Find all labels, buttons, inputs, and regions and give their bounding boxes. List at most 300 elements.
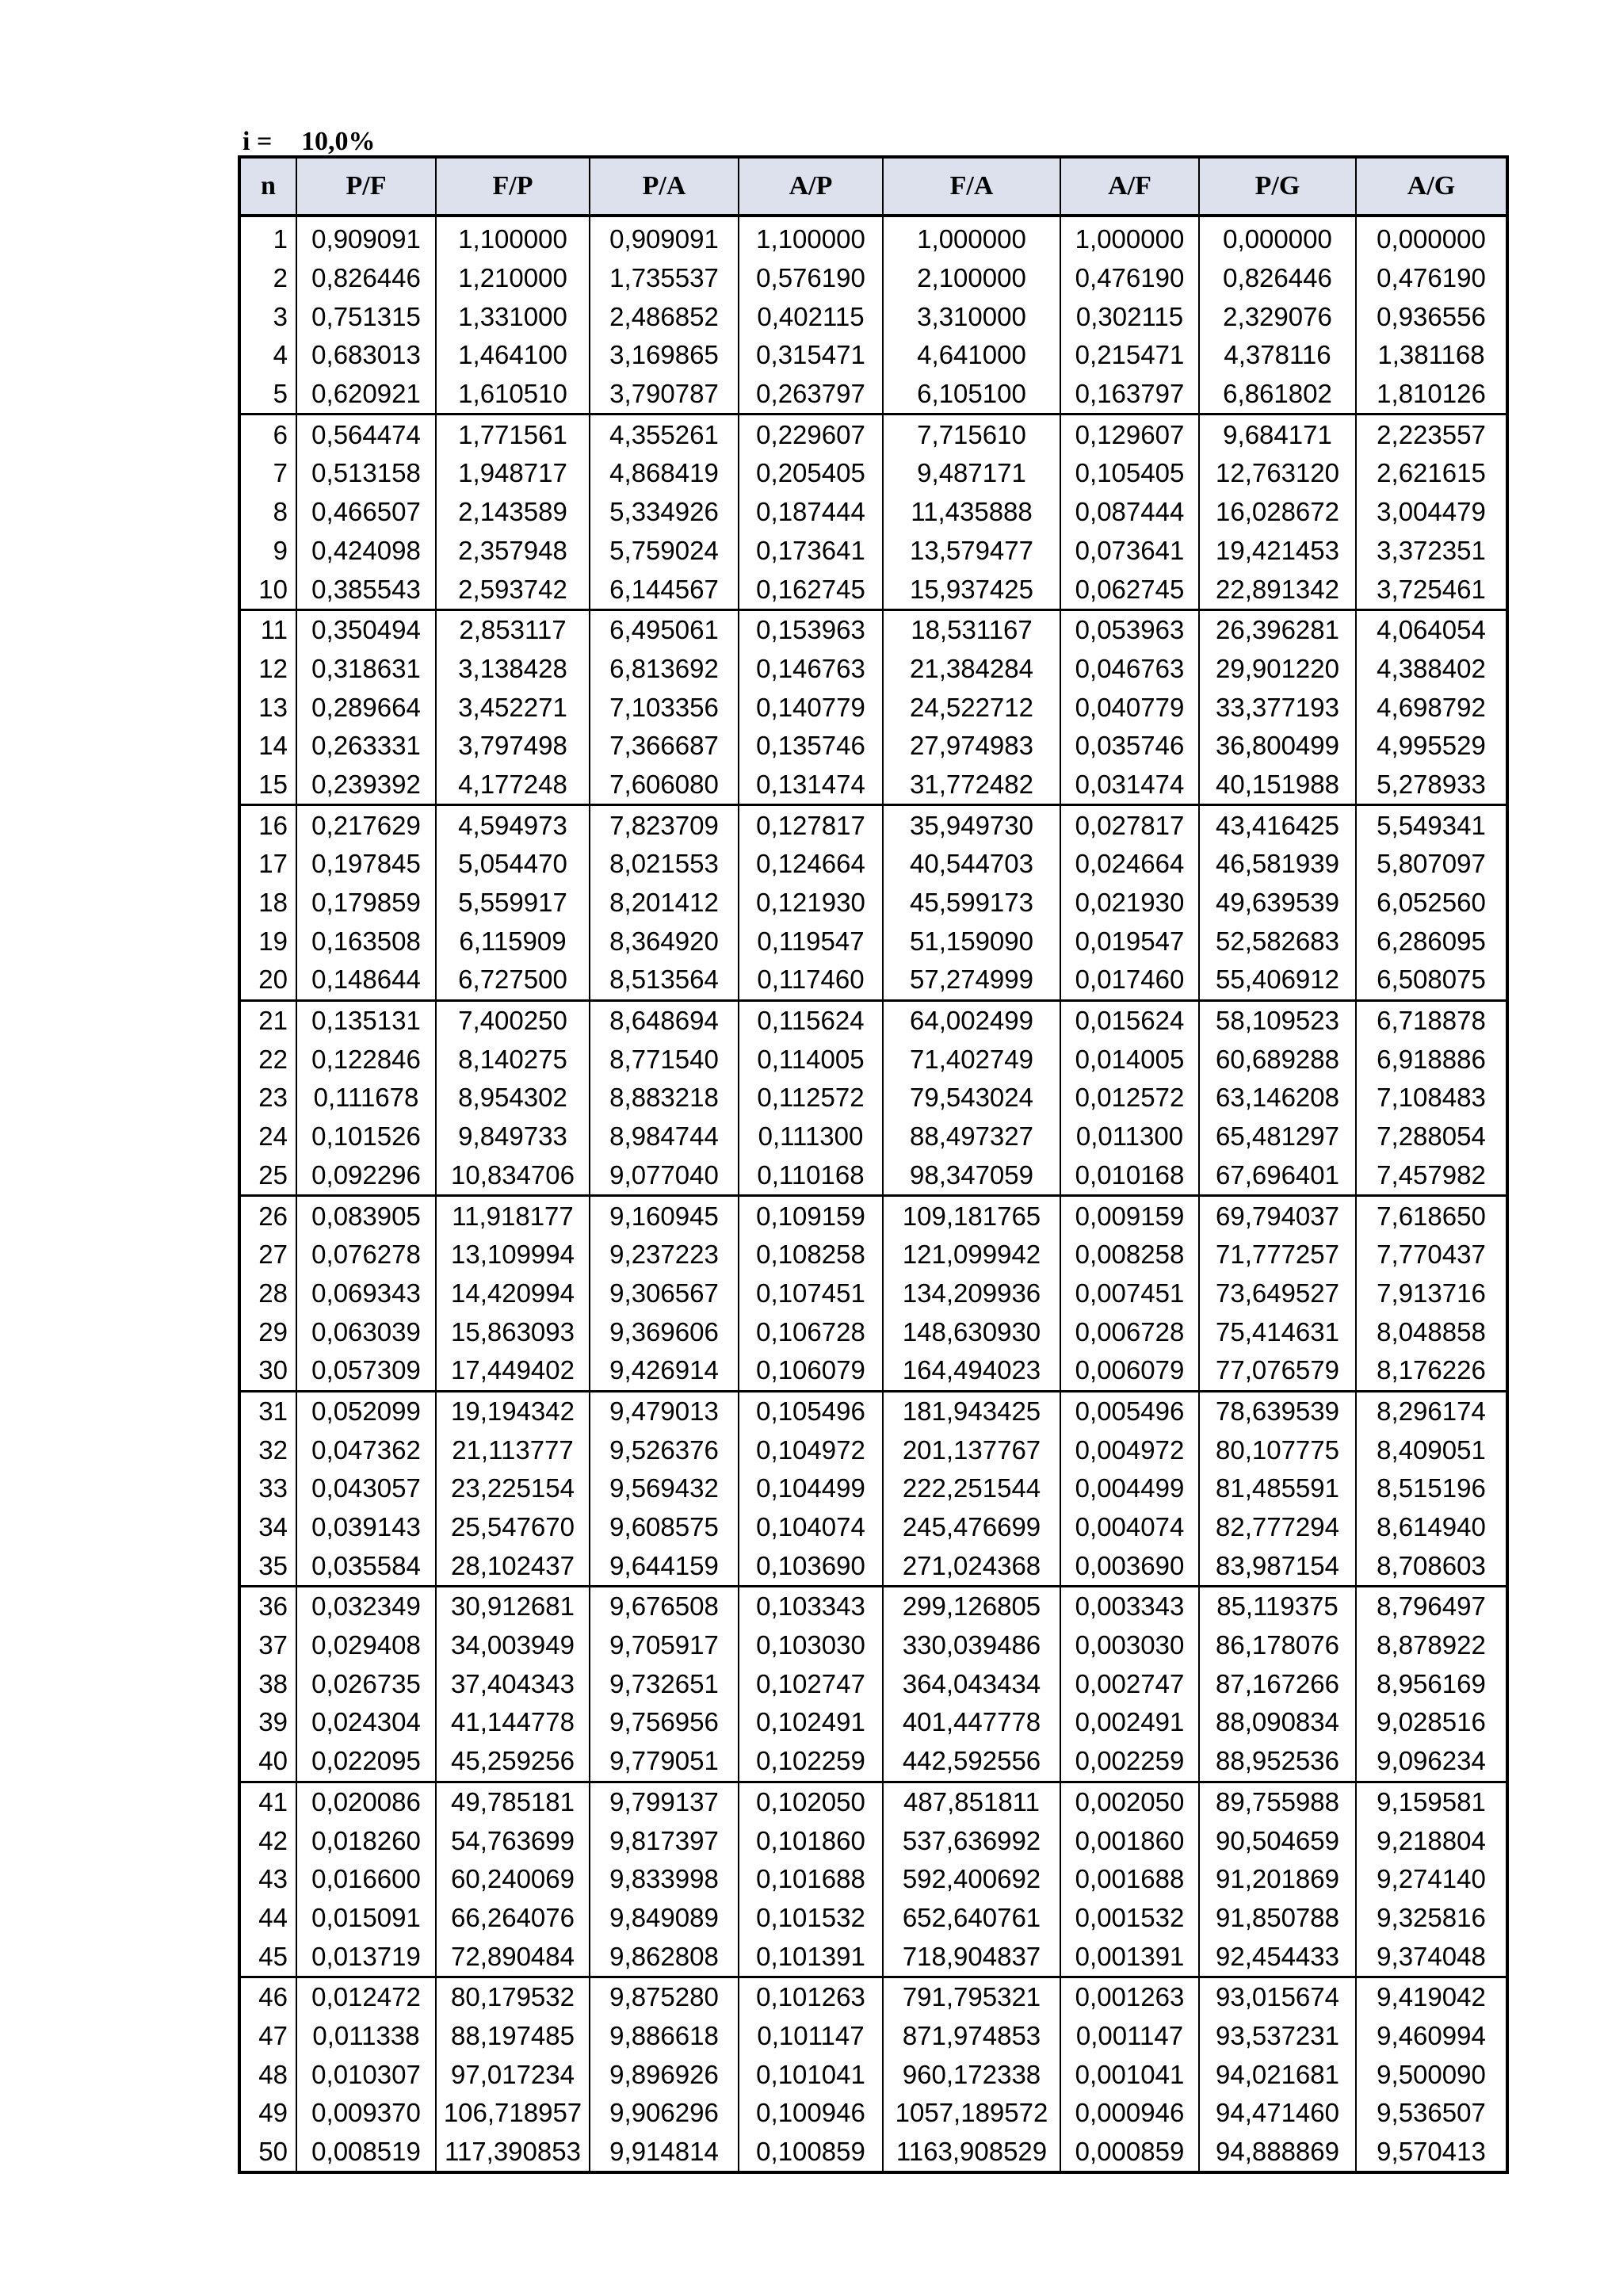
factor-cell: 9,799137 — [590, 1782, 739, 1821]
factor-cell: 16,028672 — [1199, 493, 1356, 532]
factor-cell: 4,177248 — [436, 766, 590, 805]
factor-cell: 0,020086 — [296, 1782, 436, 1821]
factor-cell: 0,006728 — [1060, 1312, 1199, 1351]
factor-cell: 58,109523 — [1199, 1000, 1356, 1040]
factor-cell: 83,987154 — [1199, 1546, 1356, 1586]
table-row — [239, 884, 1507, 923]
factor-cell: 0,016600 — [296, 1860, 436, 1899]
factor-cell: 30,912681 — [436, 1587, 590, 1626]
factor-cell: 0,000946 — [1060, 2094, 1199, 2133]
period-cell: 5 — [239, 375, 296, 415]
factor-cell: 19,194342 — [436, 1391, 590, 1431]
table-row — [239, 1196, 1507, 1236]
factor-cell: 6,144567 — [590, 570, 739, 609]
factor-cell: 9,732651 — [590, 1664, 739, 1703]
factor-cell: 0,576190 — [739, 259, 883, 298]
factor-cell: 0,173641 — [739, 532, 883, 571]
factor-cell: 98,347059 — [883, 1156, 1060, 1196]
factor-cell: 43,416425 — [1199, 805, 1356, 845]
factor-cell: 0,101532 — [739, 1899, 883, 1938]
table-row — [239, 1899, 1507, 1938]
factor-cell: 0,101688 — [739, 1860, 883, 1899]
factor-cell: 37,404343 — [436, 1664, 590, 1703]
factor-cell: 0,105496 — [739, 1391, 883, 1431]
factor-cell: 29,901220 — [1199, 650, 1356, 689]
factor-cell: 72,890484 — [436, 1937, 590, 1977]
factor-cell: 9,479013 — [590, 1391, 739, 1431]
factor-cell: 0,162745 — [739, 570, 883, 609]
factor-cell: 0,102050 — [739, 1782, 883, 1821]
factor-cell: 0,008258 — [1060, 1236, 1199, 1274]
factor-cell: 0,000000 — [1199, 216, 1356, 259]
factor-cell: 0,127817 — [739, 805, 883, 845]
factor-cell: 88,952536 — [1199, 1742, 1356, 1782]
factor-cell: 24,522712 — [883, 688, 1060, 727]
factor-cell: 148,630930 — [883, 1312, 1060, 1351]
factor-cell: 6,727500 — [436, 961, 590, 1000]
factor-cell: 8,021553 — [590, 845, 739, 884]
table-row — [239, 1431, 1507, 1469]
period-cell: 10 — [239, 570, 296, 609]
factor-cell: 0,217629 — [296, 805, 436, 845]
table-row — [239, 1860, 1507, 1899]
factor-cell: 9,833998 — [590, 1860, 739, 1899]
interest-rate-value: 10,0% — [301, 127, 376, 156]
factor-cell: 0,011300 — [1060, 1117, 1199, 1156]
table-row — [239, 845, 1507, 884]
period-cell: 1 — [239, 216, 296, 259]
factor-cell: 0,103030 — [739, 1626, 883, 1665]
factor-cell: 0,114005 — [739, 1040, 883, 1079]
factor-cell: 9,817397 — [590, 1821, 739, 1860]
table-row — [239, 1937, 1507, 1977]
factor-cell: 8,956169 — [1356, 1664, 1507, 1703]
period-cell: 48 — [239, 2055, 296, 2094]
factor-cell: 2,357948 — [436, 532, 590, 571]
factor-cell: 0,302115 — [1060, 297, 1199, 336]
factor-cell: 592,400692 — [883, 1860, 1060, 1899]
factor-cell: 871,974853 — [883, 2017, 1060, 2056]
table-row — [239, 766, 1507, 805]
table-row — [239, 1587, 1507, 1626]
factor-cell: 45,259256 — [436, 1742, 590, 1782]
factor-cell: 0,031474 — [1060, 766, 1199, 805]
factor-cell: 0,476190 — [1356, 259, 1507, 298]
factor-cell: 0,053963 — [1060, 609, 1199, 649]
factor-cell: 41,144778 — [436, 1703, 590, 1742]
factor-cell: 7,606080 — [590, 766, 739, 805]
factor-cell: 0,135131 — [296, 1000, 436, 1040]
factor-cell: 0,001860 — [1060, 1821, 1199, 1860]
factor-cell: 9,218804 — [1356, 1821, 1507, 1860]
period-cell: 38 — [239, 1664, 296, 1703]
factor-cell: 487,851811 — [883, 1782, 1060, 1821]
table-row — [239, 922, 1507, 961]
factor-cell: 0,129607 — [1060, 415, 1199, 454]
factor-cell: 117,390853 — [436, 2133, 590, 2173]
factor-cell: 537,636992 — [883, 1821, 1060, 1860]
factor-cell: 0,402115 — [739, 297, 883, 336]
table-row — [239, 1236, 1507, 1274]
period-cell: 6 — [239, 415, 296, 454]
factor-cell: 0,826446 — [296, 259, 436, 298]
period-cell: 8 — [239, 493, 296, 532]
table-row — [239, 1000, 1507, 1040]
factor-cell: 75,414631 — [1199, 1312, 1356, 1351]
factor-cell: 201,137767 — [883, 1431, 1060, 1469]
factor-cell: 36,800499 — [1199, 727, 1356, 766]
factor-cell: 1057,189572 — [883, 2094, 1060, 2133]
factor-cell: 91,201869 — [1199, 1860, 1356, 1899]
factor-cell: 0,040779 — [1060, 688, 1199, 727]
factor-cell: 9,570413 — [1356, 2133, 1507, 2173]
factor-cell: 0,119547 — [739, 922, 883, 961]
factor-cell: 0,001688 — [1060, 1860, 1199, 1899]
table-row — [239, 1117, 1507, 1156]
factor-cell: 63,146208 — [1199, 1079, 1356, 1117]
factor-cell: 8,984744 — [590, 1117, 739, 1156]
factor-cell: 9,705917 — [590, 1626, 739, 1665]
factor-cell: 4,641000 — [883, 336, 1060, 375]
factor-cell: 0,101391 — [739, 1937, 883, 1977]
factor-cell: 0,002747 — [1060, 1664, 1199, 1703]
factor-cell: 85,119375 — [1199, 1587, 1356, 1626]
factor-cell: 5,759024 — [590, 532, 739, 571]
factor-cell: 0,101147 — [739, 2017, 883, 2056]
factor-cell: 26,396281 — [1199, 609, 1356, 649]
factor-cell: 0,103343 — [739, 1587, 883, 1626]
factor-cell: 8,771540 — [590, 1040, 739, 1079]
factor-cell: 71,402749 — [883, 1040, 1060, 1079]
factor-cell: 82,777294 — [1199, 1508, 1356, 1547]
factor-cell: 7,457982 — [1356, 1156, 1507, 1196]
table-row — [239, 1508, 1507, 1547]
table-row — [239, 375, 1507, 415]
factor-cell: 0,100946 — [739, 2094, 883, 2133]
factor-cell: 0,021930 — [1060, 884, 1199, 923]
factor-cell: 0,002259 — [1060, 1742, 1199, 1782]
factor-cell: 0,111678 — [296, 1079, 436, 1117]
period-cell: 22 — [239, 1040, 296, 1079]
factor-cell: 10,834706 — [436, 1156, 590, 1196]
factor-cell: 0,111300 — [739, 1117, 883, 1156]
factor-cell: 0,069343 — [296, 1274, 436, 1313]
factor-cell: 0,826446 — [1199, 259, 1356, 298]
factor-cell: 0,092296 — [296, 1156, 436, 1196]
table-row — [239, 259, 1507, 298]
factor-cell: 0,135746 — [739, 727, 883, 766]
period-cell: 36 — [239, 1587, 296, 1626]
factor-cell: 4,995529 — [1356, 727, 1507, 766]
column-header-pg: P/G — [1199, 157, 1356, 216]
factor-cell: 2,329076 — [1199, 297, 1356, 336]
table-row — [239, 609, 1507, 649]
table-row — [239, 415, 1507, 454]
factor-cell: 0,003343 — [1060, 1587, 1199, 1626]
period-cell: 47 — [239, 2017, 296, 2056]
factor-cell: 1,100000 — [436, 216, 590, 259]
period-cell: 20 — [239, 961, 296, 1000]
factor-cell: 9,849089 — [590, 1899, 739, 1938]
factor-cell: 46,581939 — [1199, 845, 1356, 884]
factor-cell: 0,008519 — [296, 2133, 436, 2173]
factor-cell: 1,735537 — [590, 259, 739, 298]
factor-cell: 0,035746 — [1060, 727, 1199, 766]
factor-cell: 0,100859 — [739, 2133, 883, 2173]
factor-cell: 0,101263 — [739, 1977, 883, 2016]
factor-cell: 9,374048 — [1356, 1937, 1507, 1977]
factor-cell: 0,108258 — [739, 1236, 883, 1274]
factor-cell: 0,112572 — [739, 1079, 883, 1117]
period-cell: 23 — [239, 1079, 296, 1117]
factor-cell: 1,331000 — [436, 297, 590, 336]
factor-cell: 1,771561 — [436, 415, 590, 454]
factor-cell: 0,001041 — [1060, 2055, 1199, 2094]
factor-cell: 94,888869 — [1199, 2133, 1356, 2173]
factor-cell: 9,325816 — [1356, 1899, 1507, 1938]
factor-cell: 11,918177 — [436, 1196, 590, 1236]
table-row — [239, 2094, 1507, 2133]
factor-cell: 1,948717 — [436, 454, 590, 493]
period-cell: 12 — [239, 650, 296, 689]
period-cell: 41 — [239, 1782, 296, 1821]
factor-cell: 9,849733 — [436, 1117, 590, 1156]
factor-cell: 86,178076 — [1199, 1626, 1356, 1665]
factor-cell: 8,954302 — [436, 1079, 590, 1117]
period-cell: 25 — [239, 1156, 296, 1196]
factor-cell: 5,054470 — [436, 845, 590, 884]
table-row — [239, 1079, 1507, 1117]
factor-cell: 0,106079 — [739, 1351, 883, 1391]
period-cell: 28 — [239, 1274, 296, 1313]
factor-cell: 7,108483 — [1356, 1079, 1507, 1117]
factor-cell: 7,913716 — [1356, 1274, 1507, 1313]
factor-cell: 4,064054 — [1356, 609, 1507, 649]
interest-factor-table — [238, 155, 1509, 2174]
table-row — [239, 688, 1507, 727]
factor-cell: 0,101041 — [739, 2055, 883, 2094]
factor-cell: 3,138428 — [436, 650, 590, 689]
factor-cell: 21,113777 — [436, 1431, 590, 1469]
factor-cell: 0,035584 — [296, 1546, 436, 1586]
factor-cell: 4,388402 — [1356, 650, 1507, 689]
factor-cell: 0,513158 — [296, 454, 436, 493]
factor-cell: 0,022095 — [296, 1742, 436, 1782]
factor-cell: 89,755988 — [1199, 1782, 1356, 1821]
factor-cell: 0,001391 — [1060, 1937, 1199, 1977]
table-row — [239, 1546, 1507, 1586]
factor-cell: 0,131474 — [739, 766, 883, 805]
factor-cell: 0,318631 — [296, 650, 436, 689]
factor-cell: 0,001263 — [1060, 1977, 1199, 2016]
column-header-fa: F/A — [883, 157, 1060, 216]
period-cell: 46 — [239, 1977, 296, 2016]
factor-cell: 1,381168 — [1356, 336, 1507, 375]
factor-cell: 0,014005 — [1060, 1040, 1199, 1079]
period-cell: 50 — [239, 2133, 296, 2173]
factor-cell: 1,810126 — [1356, 375, 1507, 415]
period-cell: 44 — [239, 1899, 296, 1938]
factor-cell: 0,263797 — [739, 375, 883, 415]
factor-cell: 1,000000 — [1060, 216, 1199, 259]
factor-cell: 0,057309 — [296, 1351, 436, 1391]
factor-cell: 0,102259 — [739, 1742, 883, 1782]
factor-cell: 0,315471 — [739, 336, 883, 375]
factor-cell: 1,100000 — [739, 216, 883, 259]
column-header-pa: P/A — [590, 157, 739, 216]
table-row — [239, 1274, 1507, 1313]
factor-cell: 0,909091 — [590, 216, 739, 259]
table-row — [239, 1469, 1507, 1508]
factor-cell: 60,689288 — [1199, 1040, 1356, 1079]
factor-cell: 1,464100 — [436, 336, 590, 375]
factor-cell: 0,015624 — [1060, 1000, 1199, 1040]
period-cell: 11 — [239, 609, 296, 649]
factor-cell: 49,639539 — [1199, 884, 1356, 923]
factor-cell: 2,853117 — [436, 609, 590, 649]
factor-cell: 330,039486 — [883, 1626, 1060, 1665]
factor-cell: 0,004499 — [1060, 1469, 1199, 1508]
factor-cell: 4,378116 — [1199, 336, 1356, 375]
factor-cell: 9,608575 — [590, 1508, 739, 1547]
factor-cell: 0,163508 — [296, 922, 436, 961]
factor-cell: 54,763699 — [436, 1821, 590, 1860]
factor-cell: 2,621615 — [1356, 454, 1507, 493]
factor-cell: 0,002050 — [1060, 1782, 1199, 1821]
factor-cell: 7,618650 — [1356, 1196, 1507, 1236]
factor-cell: 0,106728 — [739, 1312, 883, 1351]
factor-cell: 0,683013 — [296, 336, 436, 375]
table-row — [239, 2017, 1507, 2056]
period-cell: 26 — [239, 1196, 296, 1236]
table-row — [239, 1312, 1507, 1351]
factor-cell: 0,063039 — [296, 1312, 436, 1351]
factor-cell: 9,237223 — [590, 1236, 739, 1274]
factor-cell: 0,263331 — [296, 727, 436, 766]
factor-cell: 6,508075 — [1356, 961, 1507, 1000]
factor-cell: 0,010307 — [296, 2055, 436, 2094]
factor-cell: 8,796497 — [1356, 1587, 1507, 1626]
factor-cell: 80,107775 — [1199, 1431, 1356, 1469]
factor-cell: 45,599173 — [883, 884, 1060, 923]
factor-cell: 121,099942 — [883, 1236, 1060, 1274]
factor-cell: 9,896926 — [590, 2055, 739, 2094]
factor-cell: 93,015674 — [1199, 1977, 1356, 2016]
factor-cell: 0,350494 — [296, 609, 436, 649]
factor-cell: 9,569432 — [590, 1469, 739, 1508]
period-cell: 21 — [239, 1000, 296, 1040]
factor-cell: 9,526376 — [590, 1431, 739, 1469]
factor-cell: 299,126805 — [883, 1587, 1060, 1626]
factor-cell: 73,649527 — [1199, 1274, 1356, 1313]
factor-cell: 960,172338 — [883, 2055, 1060, 2094]
factor-cell: 9,419042 — [1356, 1977, 1507, 2016]
factor-cell: 8,513564 — [590, 961, 739, 1000]
factor-cell: 5,559917 — [436, 884, 590, 923]
table-row — [239, 2133, 1507, 2173]
factor-cell: 22,891342 — [1199, 570, 1356, 609]
column-header-fp: F/P — [436, 157, 590, 216]
factor-cell: 7,715610 — [883, 415, 1060, 454]
factor-cell: 0,148644 — [296, 961, 436, 1000]
factor-cell: 1,610510 — [436, 375, 590, 415]
period-cell: 49 — [239, 2094, 296, 2133]
factor-cell: 4,698792 — [1356, 688, 1507, 727]
factor-cell: 6,861802 — [1199, 375, 1356, 415]
factor-cell: 88,197485 — [436, 2017, 590, 2056]
factor-cell: 15,937425 — [883, 570, 1060, 609]
factor-cell: 6,495061 — [590, 609, 739, 649]
factor-cell: 0,153963 — [739, 609, 883, 649]
factor-cell: 0,101860 — [739, 1821, 883, 1860]
interest-rate-label: i = — [242, 127, 273, 156]
factor-cell: 0,027817 — [1060, 805, 1199, 845]
factor-cell: 1163,908529 — [883, 2133, 1060, 2173]
period-cell: 16 — [239, 805, 296, 845]
factor-cell: 0,115624 — [739, 1000, 883, 1040]
factor-cell: 652,640761 — [883, 1899, 1060, 1938]
table-row — [239, 216, 1507, 259]
factor-cell: 14,420994 — [436, 1274, 590, 1313]
column-header-n: n — [239, 157, 296, 216]
factor-cell: 49,785181 — [436, 1782, 590, 1821]
factor-cell: 5,807097 — [1356, 845, 1507, 884]
factor-cell: 9,028516 — [1356, 1703, 1507, 1742]
period-cell: 3 — [239, 297, 296, 336]
period-cell: 27 — [239, 1236, 296, 1274]
factor-cell: 0,062745 — [1060, 570, 1199, 609]
factor-cell: 71,777257 — [1199, 1236, 1356, 1274]
factor-cell: 65,481297 — [1199, 1117, 1356, 1156]
period-cell: 45 — [239, 1937, 296, 1977]
period-cell: 14 — [239, 727, 296, 766]
period-cell: 31 — [239, 1391, 296, 1431]
factor-cell: 0,104972 — [739, 1431, 883, 1469]
factor-cell: 6,115909 — [436, 922, 590, 961]
table-row — [239, 1391, 1507, 1431]
factor-cell: 18,531167 — [883, 609, 1060, 649]
factor-cell: 0,006079 — [1060, 1351, 1199, 1391]
factor-cell: 9,536507 — [1356, 2094, 1507, 2133]
factor-cell: 2,143589 — [436, 493, 590, 532]
factor-cell: 60,240069 — [436, 1860, 590, 1899]
factor-cell: 8,515196 — [1356, 1469, 1507, 1508]
table-row — [239, 493, 1507, 532]
factor-cell: 69,794037 — [1199, 1196, 1356, 1236]
factor-cell: 9,684171 — [1199, 415, 1356, 454]
table-row — [239, 1664, 1507, 1703]
factor-cell: 8,878922 — [1356, 1626, 1507, 1665]
factor-cell: 0,026735 — [296, 1664, 436, 1703]
factor-cell: 0,000859 — [1060, 2133, 1199, 2173]
factor-cell: 9,644159 — [590, 1546, 739, 1586]
factor-cell: 9,159581 — [1356, 1782, 1507, 1821]
factor-cell: 7,366687 — [590, 727, 739, 766]
factor-cell: 40,544703 — [883, 845, 1060, 884]
period-cell: 17 — [239, 845, 296, 884]
factor-cell: 91,850788 — [1199, 1899, 1356, 1938]
table-row — [239, 1742, 1507, 1782]
factor-cell: 0,002491 — [1060, 1703, 1199, 1742]
factor-cell: 66,264076 — [436, 1899, 590, 1938]
table-row — [239, 1977, 1507, 2016]
factor-cell: 0,289664 — [296, 688, 436, 727]
table-row — [239, 532, 1507, 571]
factor-cell: 0,004972 — [1060, 1431, 1199, 1469]
factor-cell: 4,355261 — [590, 415, 739, 454]
factor-cell: 15,863093 — [436, 1312, 590, 1351]
factor-cell: 81,485591 — [1199, 1469, 1356, 1508]
